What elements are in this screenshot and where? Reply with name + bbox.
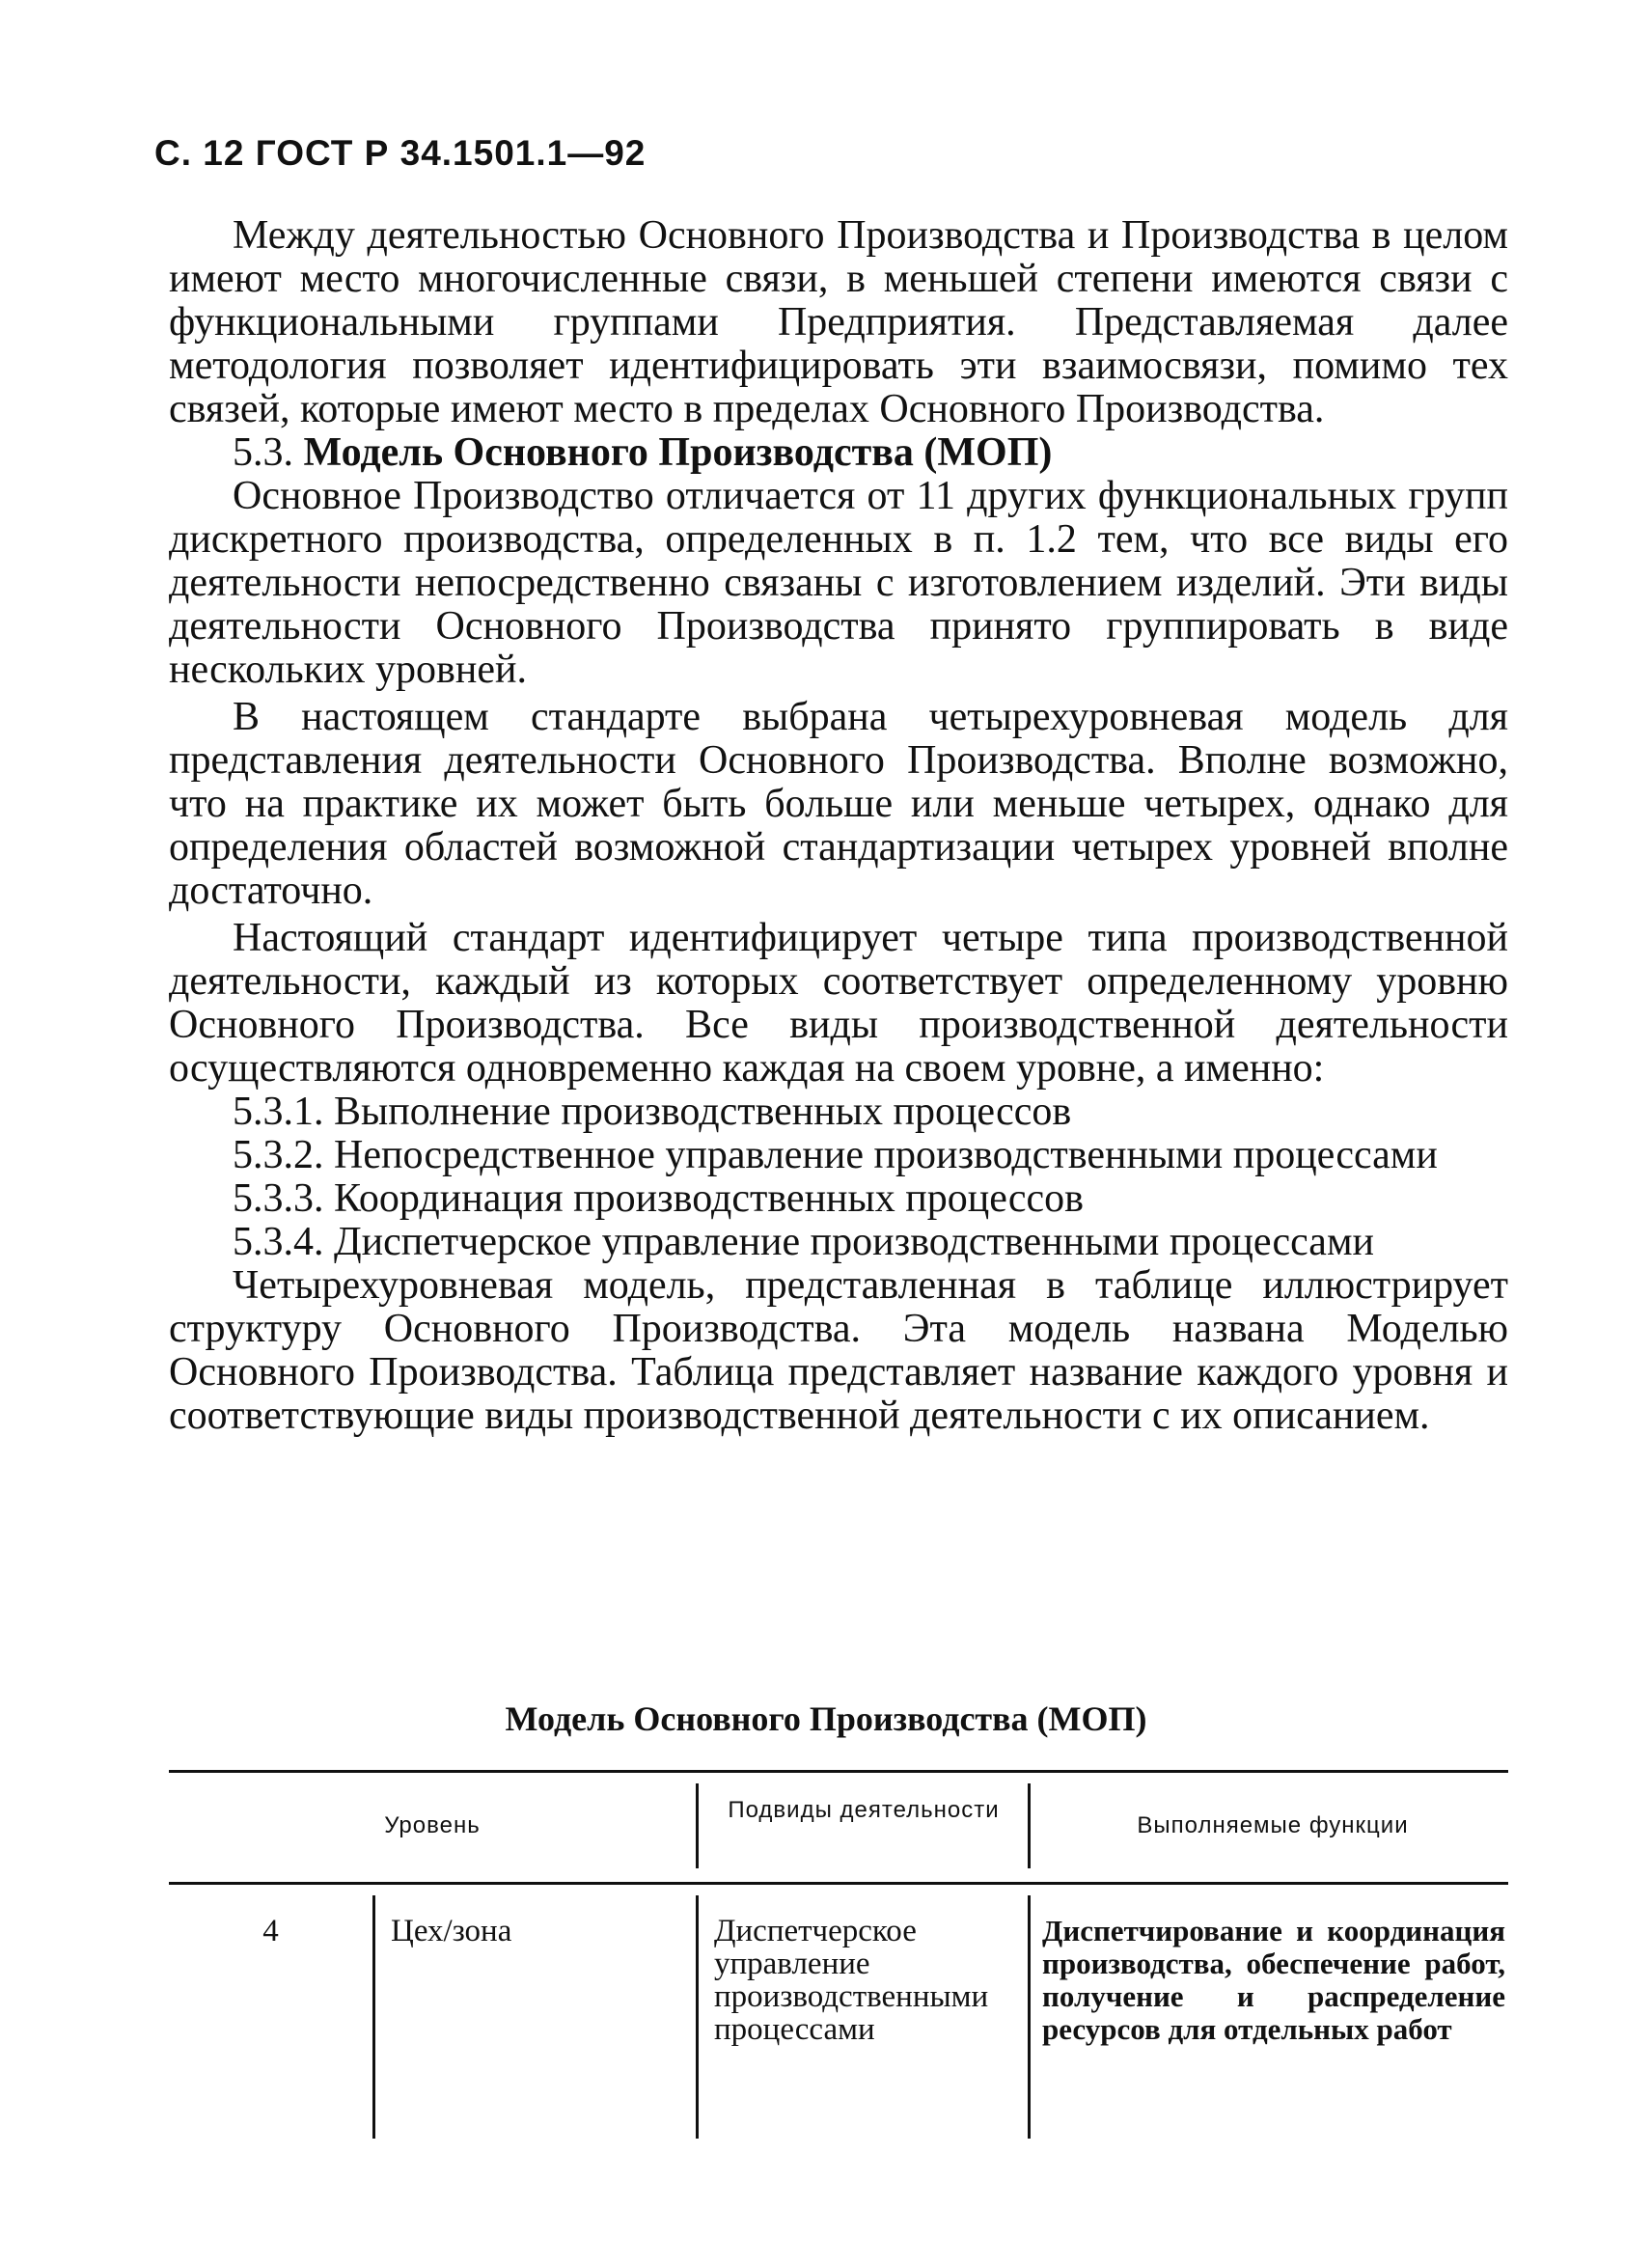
paragraph: Основное Производство отличается от 11 других функциональных групп дискретного производства, определенных в п. 1.2 тем, что все виды его деятельности непосредственно связаны с изготовлением изделий. Эти виды деятельности Основного Производства принято группировать в виде нескольких уровней. [169, 474, 1508, 692]
table-header-rule [169, 1882, 1508, 1885]
cell-level-number: 4 [262, 1914, 279, 1948]
column-divider [696, 1895, 699, 2139]
section-title: Модель Основного Производства (МОП) [303, 430, 1053, 475]
section-heading [169, 431, 1508, 475]
paragraph: Между деятельностью Основного Производства и Производства в целом имеют место многочисленные связи, в меньшей степени имеются связи с функциональными группами Предприятия. Представляемая далее методология позволяет идентифицировать эти взаимосвязи, помимо тех связей, которые имеют место в пределах Основного Производства. [169, 213, 1508, 431]
column-divider [372, 1895, 375, 2139]
table-title: Модель Основного Производства (МОП) [505, 1699, 1147, 1738]
cell-subtype: Диспетчерское управление производственными процессами [714, 1914, 989, 2047]
cell-functions: Диспетчирование и координация производства, обеспечение работ, получение и распределение ресурсов для отдельных работ [1042, 1914, 1505, 2046]
header-divider [696, 1783, 699, 1868]
header-subtypes: Подвиды деятельности [728, 1797, 1000, 1823]
table-top-rule [169, 1770, 1508, 1773]
paragraph: В настоящем стандарте выбрана четырехуровневая модель для представления деятельности Основного Производства. Вполне возможно, что на практике их может быть больше или меньше четырех, однако для определения областей возможной стандартизации четырех уровней вполне достаточно. [169, 695, 1508, 913]
page-header: С. 12 ГОСТ Р 34.1501.1—92 [154, 133, 647, 173]
header-functions: Выполняемые функции [1137, 1812, 1409, 1838]
column-divider [1028, 1895, 1031, 2139]
header-divider [1028, 1783, 1031, 1868]
header-level: Уровень [384, 1812, 481, 1838]
list-item: 5.3.2. Непосредственное управление производственными процессами [233, 1133, 1438, 1177]
list-item: 5.3.1. Выполнение производственных процессов [233, 1090, 1072, 1134]
paragraph: Настоящий стандарт идентифицирует четыре типа производственной деятельности, каждый из которых соответствует определенному уровню Основного Производства. Все виды производственной деятельности осуществляются одновременно каждая на своем уровне, а именно: [169, 916, 1508, 1091]
document-body [169, 214, 1508, 1438]
list-item: 5.3.4. Диспетчерское управление производственными процессами [233, 1220, 1374, 1264]
list-item: 5.3.3. Координация производственных процессов [233, 1176, 1084, 1221]
paragraph: Четырехуровневая модель, представленная в таблице иллюстрирует структуру Основного Производства. Эта модель названа Моделью Основного Производства. Таблица представляет название каждого уровня и соответствующие виды производственной деятельности с их описанием. [169, 1263, 1508, 1438]
section-number: 5.3. [233, 430, 293, 475]
cell-level-name: Цех/зона [391, 1914, 512, 1948]
